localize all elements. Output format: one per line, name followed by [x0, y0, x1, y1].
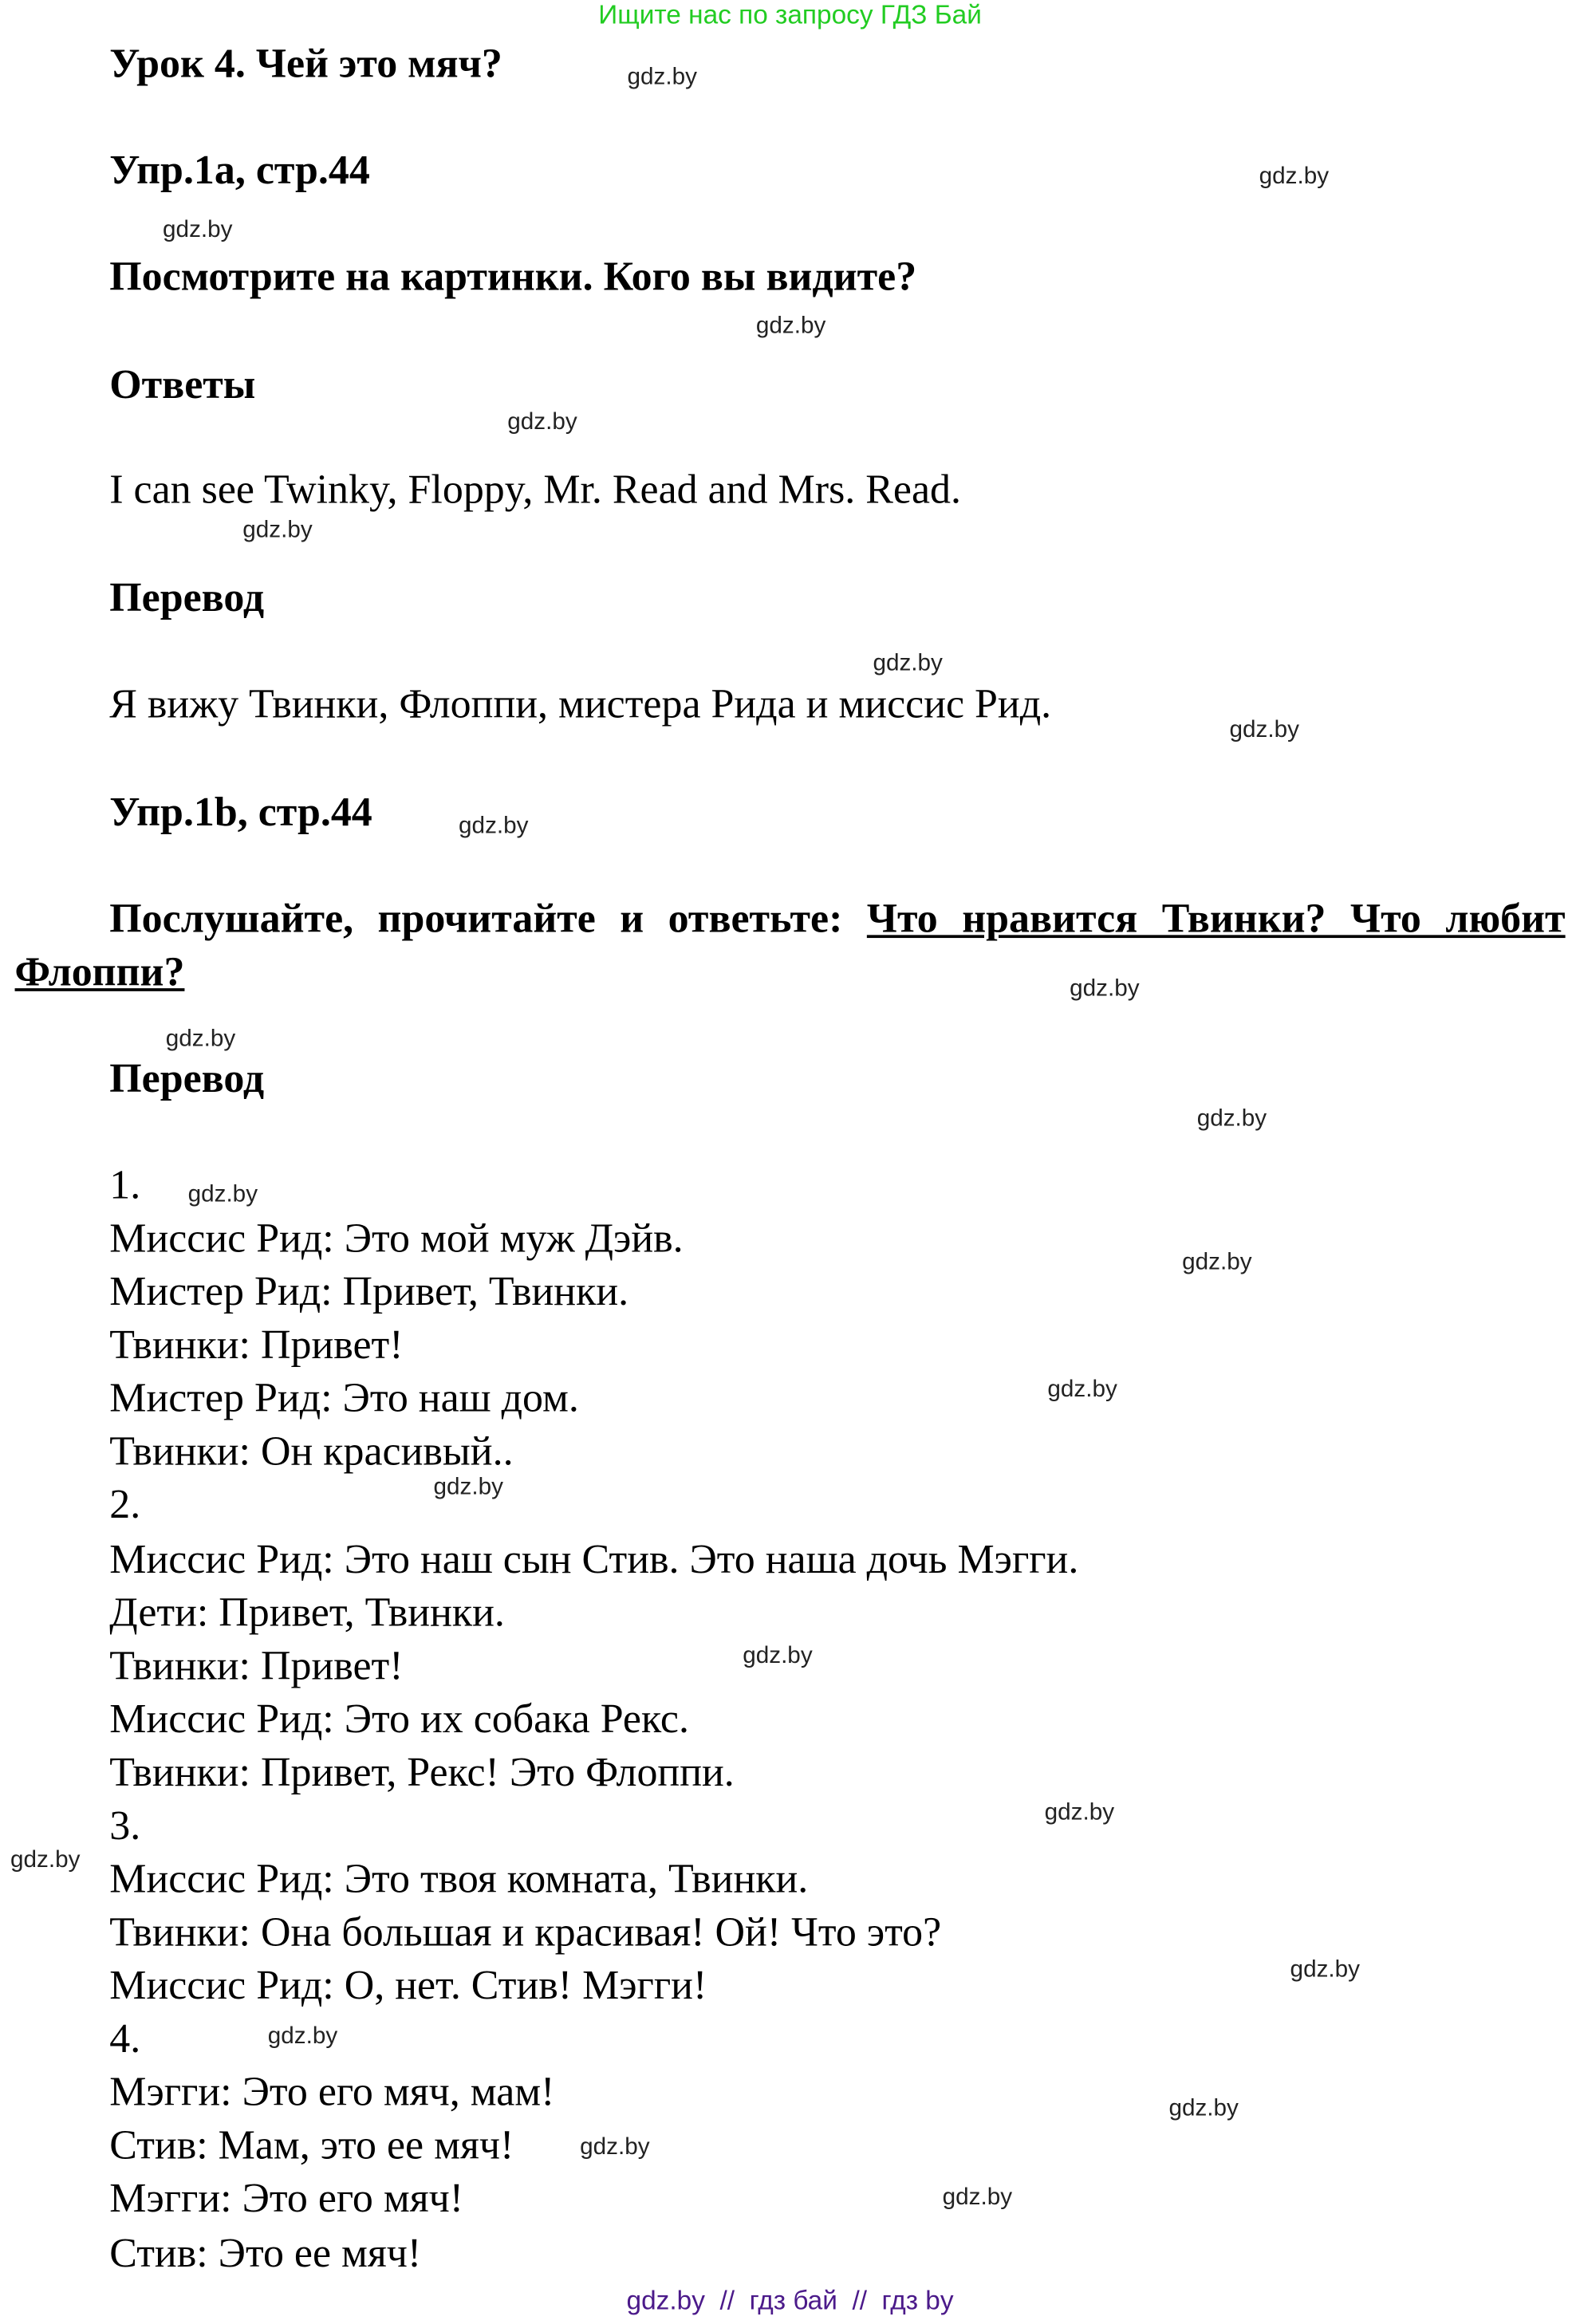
watermark: gdz.by: [942, 2184, 1013, 2211]
dialogue-line: Дети: Привет, Твинки.: [109, 1590, 505, 1637]
watermark: gdz.by: [627, 65, 697, 91]
translation-text: Я вижу Твинки, Флоппи, мистера Рида и миссис Рид.: [109, 682, 1052, 728]
watermark: gdz.by: [267, 2023, 338, 2050]
dialogue-line: Мистер Рид: Это наш дом.: [109, 1376, 579, 1422]
exercise-1a-title: Упр.1a, стр.44: [109, 148, 370, 195]
section-number: 1.: [109, 1163, 141, 1209]
dialogue-line: Миссис Рид: Это твоя комната, Твинки.: [109, 1857, 809, 1903]
watermark: gdz.by: [1229, 717, 1299, 743]
watermark: gdz.by: [459, 813, 529, 839]
watermark: gdz.by: [1070, 976, 1140, 1002]
dialogue-line: Стив: Мам, это ее мяч!: [109, 2122, 514, 2169]
watermark: gdz.by: [10, 1847, 81, 1873]
dialogue-line: Твинки: Она большая и красивая! Ой! Что это?: [109, 1909, 942, 1956]
watermark: gdz.by: [755, 313, 826, 339]
section-number: 2.: [109, 1482, 141, 1529]
watermark: gdz.by: [242, 518, 313, 543]
watermark: gdz.by: [1290, 1957, 1361, 1983]
dialogue-line: Твинки: Привет, Рекс! Это Флоппи.: [109, 1750, 735, 1796]
dialogue-line: Миссис Рид: Это наш сын Стив. Это наша дочь Мэгги.: [109, 1537, 1079, 1583]
watermark: gdz.by: [1044, 1800, 1115, 1826]
watermark: gdz.by: [187, 1182, 258, 1207]
dialogue-line: Мэгги: Это его мяч!: [109, 2176, 464, 2223]
watermark: gdz.by: [433, 1475, 503, 1500]
watermark: gdz.by: [1259, 163, 1330, 190]
section-number: 3.: [109, 1803, 141, 1849]
footer-links[interactable]: gdz.by // гдз бай // гдз by: [626, 2285, 954, 2316]
exercise-1b-task: [15, 893, 1566, 1000]
search-banner[interactable]: Ищите нас по запросу ГДЗ Бай: [598, 0, 982, 30]
answer-text: I can see Twinky, Floppy, Mr. Read and Mrs. Read.: [109, 467, 961, 514]
dialogue-line: Мистер Рид: Привет, Твинки.: [109, 1269, 629, 1316]
dialogue-line: Твинки: Он красивый..: [109, 1428, 514, 1475]
dialogue-line: Твинки: Привет!: [109, 1322, 404, 1369]
translation-label-1b: Перевод: [109, 1056, 265, 1102]
watermark: gdz.by: [873, 651, 943, 676]
dialogue-line: Миссис Рид: Это мой муж Дэйв.: [109, 1215, 684, 1262]
section-number: 4.: [109, 2016, 141, 2062]
exercise-1b-title: Упр.1b, стр.44: [109, 790, 372, 837]
watermark: gdz.by: [1168, 2096, 1239, 2122]
answers-label: Ответы: [109, 362, 256, 408]
task-question-underlined: Что нравится Твинки? Что любит Флоппи?: [14, 896, 1566, 996]
exercise-1a-task: Посмотрите на картинки. Кого вы видите?: [109, 254, 917, 301]
watermark: gdz.by: [165, 1026, 236, 1052]
task-text: Послушайте, прочитайте и ответьте:: [109, 896, 867, 943]
dialogue-line: Твинки: Привет!: [109, 1643, 404, 1690]
dialogue-line: Стив: Это ее мяч!: [109, 2231, 422, 2277]
dialogue-line: Миссис Рид: О, нет. Стив! Мэгги!: [109, 1963, 707, 2010]
watermark: gdz.by: [743, 1643, 813, 1669]
watermark: gdz.by: [1196, 1106, 1267, 1132]
watermark: gdz.by: [507, 409, 577, 435]
dialogue-line: Мэгги: Это его мяч, мам!: [109, 2070, 555, 2116]
watermark: gdz.by: [1182, 1250, 1252, 1276]
watermark: gdz.by: [580, 2134, 650, 2161]
translation-label: Перевод: [109, 575, 265, 622]
watermark: gdz.by: [1047, 1377, 1117, 1403]
watermark: gdz.by: [163, 217, 233, 243]
dialogue-line: Миссис Рид: Это их собака Рекс.: [109, 1696, 689, 1743]
lesson-title: Урок 4. Чей это мяч?: [109, 41, 502, 88]
